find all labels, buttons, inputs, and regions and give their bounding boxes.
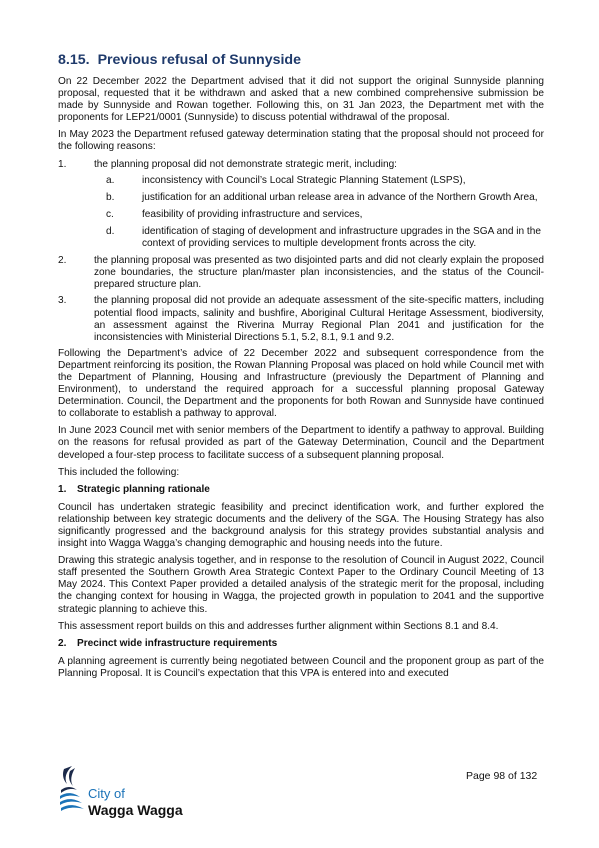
step-heading-infrastructure xyxy=(58,638,544,650)
page-number: Page 98 of 132 xyxy=(466,770,538,782)
sub-list-marker: c. xyxy=(106,208,114,220)
document-page xyxy=(58,52,544,685)
section-title: Previous refusal of Sunnyside xyxy=(97,52,301,68)
list-item xyxy=(58,159,544,251)
list-item xyxy=(58,255,544,291)
sub-list-marker: a. xyxy=(106,174,115,186)
paragraph-2: In May 2023 the Department refused gateway determination stating that the proposal should not proceed for the following reasons: xyxy=(58,129,544,153)
section-heading xyxy=(58,52,544,68)
logo-wagga-wagga: Wagga Wagga xyxy=(88,802,183,818)
council-logo xyxy=(58,764,198,824)
section-number: 8.15. xyxy=(58,52,90,68)
list-marker: 3. xyxy=(58,295,67,307)
strategic-merit-sublist xyxy=(94,175,544,250)
paragraph-3: Following the Department’s advice of 22 December 2022 and subsequent correspondence from the Department reinforcing its position, the Rowan Planning Proposal was placed on hold while Council met with the Department of Planning, Housing and Infrastructure (previously the Department of Planning and Environment), to understand the required approach for a successful planning proposal Gateway Determination. Council, the Department and the proponents for both Rowan and Sunnyside have continued to collaborate to establish a pathway to approval. xyxy=(58,347,544,420)
list-marker: 1. xyxy=(58,158,67,170)
step-heading-strategic xyxy=(58,484,544,496)
wagga-wagga-logo-icon xyxy=(58,764,88,816)
sub-list-text: feasibility of providing infrastructure and services, xyxy=(142,208,363,220)
list-item xyxy=(58,295,544,343)
paragraph-8: This assessment report builds on this and addresses further alignment within Sections 8.1 and 8.4. xyxy=(58,620,499,632)
paragraph-4: In June 2023 Council met with senior members of the Department to identify a pathway to approval. Building on the reasons for refusal provided as part of the Gateway Determination, Council and the Department developed a four-step process to facilitate success of a subsequent planning proposal. xyxy=(58,425,544,461)
step-title: Precinct wide infrastructure requirements xyxy=(77,637,278,649)
paragraph-7: Drawing this strategic analysis together, and in response to the resolution of Council in August 2022, Council staff presented the Southern Growth Area Strategic Context Paper to the Ordinary Council Meeting of 13 May 2024. This Context Paper provided a detailed analysis of the strategic merit for the proposal, including the changing context for housing in Wagga, the projected growth in population to 2041 and the supportive strategic planning to achieve this. xyxy=(58,555,544,615)
sub-list-item xyxy=(106,175,544,187)
sub-list-text: justification for an additional urban release area in advance of the Northern Growth Area, xyxy=(142,191,538,203)
list-marker: 2. xyxy=(58,255,67,267)
sub-list-item xyxy=(106,226,544,250)
paragraph-5: This included the following: xyxy=(58,466,180,478)
sub-list-item xyxy=(106,192,544,204)
list-item-text: the planning proposal was presented as two disjointed parts and did not clearly explain the proposed zone boundaries, the structure plan/master plan inconsistencies, and the status of the Council-prepared structure plan. xyxy=(94,255,544,291)
step-marker: 2. xyxy=(58,637,67,649)
paragraph-9: A planning agreement is currently being negotiated between Council and the proponent group as part of the Planning Proposal. It is Council’s expectation that this VPA is entered into and executed xyxy=(58,655,544,679)
list-item-text: the planning proposal did not provide an adequate assessment of the site-specific matters, including potential flood impacts, salinity and bushfire, Aboriginal Cultural Heritage Assessment, biodiversity, an assessment against the Riverina Murray Regional Plan 2041 and justification for the inconsistencies with Ministerial Directions 5.1, 5.2, 8.1, 9.1 and 9.2. xyxy=(94,295,544,343)
paragraph-1: On 22 December 2022 the Department advised that it did not support the original Sunnyside planning proposal, requested that it be withdrawn and asked that a new combined comprehensive submission be made by Sunnyside and Rowan together. Following this, on 31 Jan 2023, the Department met with the proponents for LEP21/0001 (Sunnyside) to discuss potential withdrawal of the proposal. xyxy=(58,76,544,124)
sub-list-marker: b. xyxy=(106,191,115,203)
sub-list-marker: d. xyxy=(106,225,115,237)
sub-list-item xyxy=(106,209,544,221)
sub-list-text: inconsistency with Council’s Local Strategic Planning Statement (LSPS), xyxy=(142,174,466,186)
sub-list-text: identification of staging of development and infrastructure upgrades in the SGA and in the context of providing services to multiple development fronts across the city. xyxy=(142,225,541,250)
logo-city-of: City of xyxy=(88,786,125,801)
refusal-reasons-list xyxy=(58,159,544,344)
step-marker: 1. xyxy=(58,483,67,495)
paragraph-6: Council has undertaken strategic feasibility and precinct identification work, and further explored the relationship between key strategic documents and the delivery of the SGA. The Housing Strategy has also significantly progressed and the background analysis for this strategy provides substantial analysis and insight into Wagga Wagga’s changing demographic and housing needs into the future. xyxy=(58,501,544,550)
step-title: Strategic planning rationale xyxy=(77,483,210,495)
list-item-text: the planning proposal did not demonstrate strategic merit, including: xyxy=(94,158,397,170)
